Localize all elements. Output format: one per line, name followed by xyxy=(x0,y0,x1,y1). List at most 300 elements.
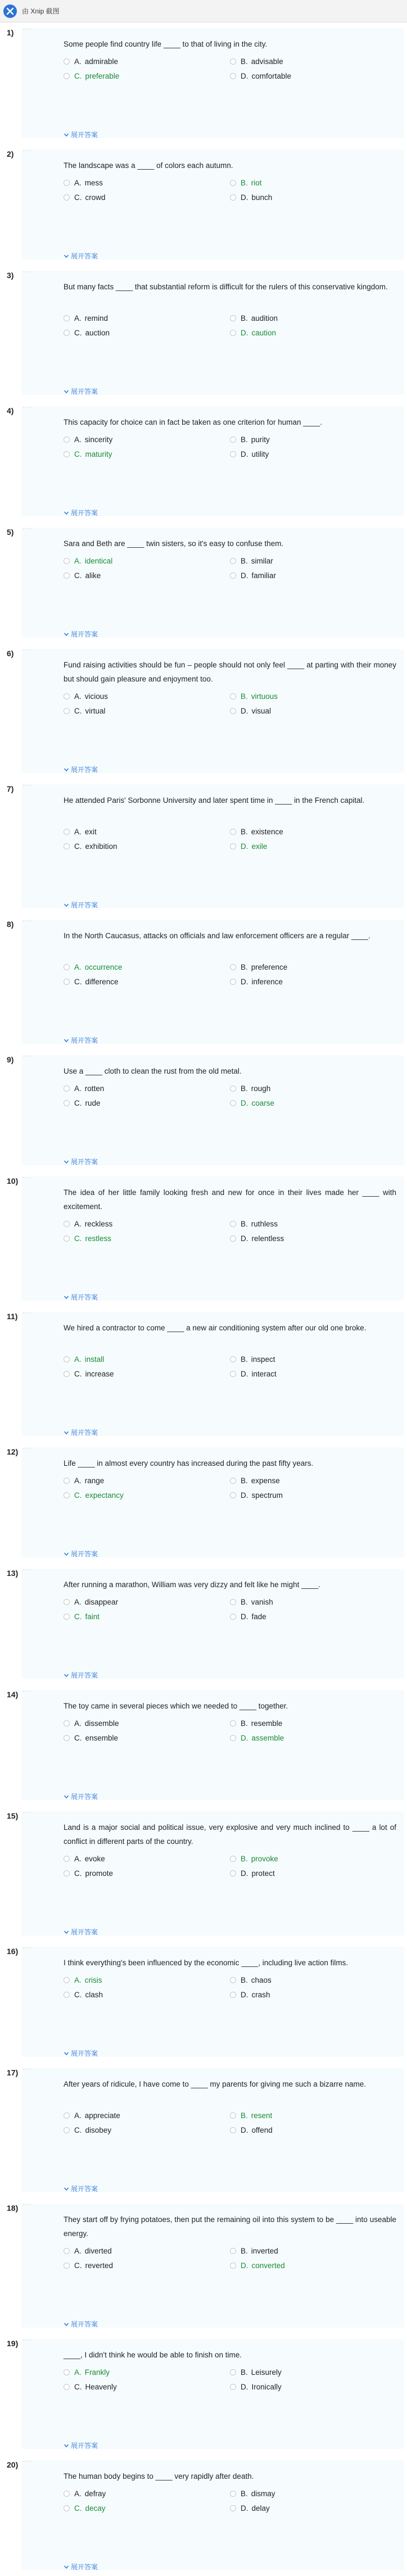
option-c[interactable] xyxy=(64,2504,230,2513)
radio-button[interactable] xyxy=(230,437,236,443)
option-letter: C. xyxy=(74,1491,82,1500)
option-a[interactable] xyxy=(64,57,230,66)
option-label: familiar xyxy=(251,571,277,580)
option-label: inference xyxy=(251,977,283,986)
option-label: preference xyxy=(251,962,288,971)
radio-button[interactable] xyxy=(230,829,236,835)
option-label: resemble xyxy=(251,1719,283,1728)
radio-button[interactable] xyxy=(230,558,236,564)
option-d[interactable] xyxy=(230,193,396,202)
option-label: audition xyxy=(251,314,278,322)
radio-button[interactable] xyxy=(230,330,236,336)
option-label: vicious xyxy=(84,692,108,701)
option-d[interactable] xyxy=(230,72,396,80)
question-card xyxy=(0,22,407,144)
option-label: alike xyxy=(85,571,101,580)
radio-button[interactable] xyxy=(230,1992,236,1998)
option-c[interactable] xyxy=(64,1869,230,1878)
radio-button[interactable] xyxy=(64,2248,70,2254)
radio-button[interactable] xyxy=(230,979,236,985)
question-text: The idea of her little family looking fresh and new for once in their lives made her ____ with excitement. xyxy=(64,1188,396,1211)
expand-answer-label: 展开答案 xyxy=(71,2442,98,2450)
expand-answer-link[interactable] xyxy=(64,765,98,774)
options-group xyxy=(64,553,396,583)
option-a[interactable] xyxy=(64,1476,230,1485)
option-letter: D. xyxy=(241,449,248,458)
options-row xyxy=(64,1730,396,1745)
radio-button[interactable] xyxy=(64,437,70,443)
radio-button[interactable] xyxy=(230,1356,236,1362)
radio-button[interactable] xyxy=(64,979,70,985)
radio-button[interactable] xyxy=(230,2491,236,2497)
question-number: 1) xyxy=(7,28,14,37)
radio-button[interactable] xyxy=(230,693,236,699)
option-b[interactable] xyxy=(230,2368,396,2377)
options-group xyxy=(64,1594,396,1624)
options-group xyxy=(64,1716,396,1745)
option-label: purity xyxy=(251,435,270,444)
option-a[interactable] xyxy=(64,435,230,444)
radio-button[interactable] xyxy=(64,2127,70,2133)
question-card xyxy=(0,2062,407,2198)
radio-button[interactable] xyxy=(64,1371,70,1377)
option-c[interactable] xyxy=(64,1991,230,1999)
option-b[interactable] xyxy=(230,2247,396,2255)
option-c[interactable] xyxy=(64,2383,230,2391)
radio-button[interactable] xyxy=(230,2127,236,2133)
option-label: reverted xyxy=(85,2261,114,2270)
radio-button[interactable] xyxy=(230,1221,236,1227)
question-number: 4) xyxy=(7,406,14,415)
question-card xyxy=(0,1306,407,1442)
radio-button[interactable] xyxy=(64,558,70,564)
option-a[interactable] xyxy=(64,557,230,565)
options-row xyxy=(64,1366,396,1381)
radio-button[interactable] xyxy=(64,73,70,79)
option-d[interactable] xyxy=(230,1234,396,1243)
option-label: provoke xyxy=(251,1854,278,1863)
option-label: maturity xyxy=(85,449,112,458)
expand-answer-link[interactable] xyxy=(64,2048,98,2058)
option-label: ruthless xyxy=(251,1219,278,1228)
radio-button[interactable] xyxy=(230,2369,236,2375)
option-a[interactable] xyxy=(64,692,230,701)
option-letter: D. xyxy=(241,571,248,580)
options-row xyxy=(64,311,396,325)
expand-answer-link[interactable] xyxy=(64,1792,98,1801)
expand-answer-link[interactable] xyxy=(64,1292,98,1302)
option-b[interactable] xyxy=(230,1476,396,1485)
options-row xyxy=(64,2108,396,2123)
option-c[interactable] xyxy=(64,193,230,202)
radio-button[interactable] xyxy=(230,73,236,79)
radio-button[interactable] xyxy=(64,2369,70,2375)
radio-button[interactable] xyxy=(230,194,236,201)
expand-answer-label: 展开答案 xyxy=(71,2320,98,2328)
radio-button[interactable] xyxy=(230,843,236,849)
option-letter: C. xyxy=(74,2504,82,2513)
option-label: promote xyxy=(85,1869,114,1878)
expand-answer-link[interactable] xyxy=(64,2441,98,2450)
option-b[interactable] xyxy=(230,1220,396,1228)
option-a[interactable] xyxy=(64,2247,230,2255)
radio-button[interactable] xyxy=(230,2248,236,2254)
radio-button[interactable] xyxy=(64,330,70,336)
question-number: 19) xyxy=(7,2339,19,2348)
option-b[interactable] xyxy=(230,2111,396,2120)
option-d[interactable] xyxy=(230,2383,396,2391)
option-a[interactable] xyxy=(64,2489,230,2498)
option-d[interactable] xyxy=(230,1869,396,1878)
question-text: I think everything's been influenced by the economic ____, including live action films. xyxy=(64,1959,349,1967)
radio-button[interactable] xyxy=(230,2505,236,2511)
question-dots: ···· xyxy=(22,2458,33,2465)
question-number: 9) xyxy=(7,1055,14,1064)
options-group xyxy=(64,54,396,83)
option-d[interactable] xyxy=(230,1491,396,1500)
chevron-down-icon xyxy=(64,902,69,908)
option-a[interactable] xyxy=(64,2368,230,2377)
options-row xyxy=(64,432,396,447)
radio-button[interactable] xyxy=(230,1870,236,1877)
option-b[interactable] xyxy=(230,2489,396,2498)
option-a[interactable] xyxy=(64,1719,230,1728)
question-text: He attended Paris' Sorbonne University and later spent time in ____ in the French capital. xyxy=(64,796,365,805)
chevron-down-icon xyxy=(64,1794,69,1800)
option-b[interactable] xyxy=(230,1084,396,1093)
option-c[interactable] xyxy=(64,2261,230,2270)
expand-answer-link[interactable] xyxy=(64,1428,98,1437)
radio-button[interactable] xyxy=(230,1371,236,1377)
option-letter: C. xyxy=(74,193,82,202)
option-d[interactable] xyxy=(230,329,396,337)
option-b[interactable] xyxy=(230,1719,396,1728)
option-d[interactable] xyxy=(230,1991,396,1999)
option-b[interactable] xyxy=(230,179,396,187)
option-label: spectrum xyxy=(251,1491,283,1500)
option-label: mess xyxy=(84,178,103,187)
radio-button[interactable] xyxy=(230,1235,236,1242)
option-a[interactable] xyxy=(64,1084,230,1093)
expand-answer-link[interactable] xyxy=(64,2319,98,2329)
options-row xyxy=(64,2486,396,2501)
option-letter: B. xyxy=(241,178,248,187)
option-b[interactable] xyxy=(230,828,396,836)
radio-button[interactable] xyxy=(64,2491,70,2497)
radio-button[interactable] xyxy=(64,693,70,699)
question-number: 13) xyxy=(7,1569,19,1578)
expand-answer-link[interactable] xyxy=(64,1670,98,1680)
radio-button[interactable] xyxy=(64,1356,70,1362)
radio-button[interactable] xyxy=(230,1085,236,1092)
radio-button[interactable] xyxy=(230,1977,236,1983)
option-c[interactable] xyxy=(64,1234,230,1243)
option-label: sincerity xyxy=(84,435,113,444)
radio-button[interactable] xyxy=(64,573,70,579)
radio-button[interactable] xyxy=(230,2384,236,2390)
option-letter: A. xyxy=(74,1355,82,1364)
option-c[interactable] xyxy=(64,72,230,80)
expand-answer-link[interactable] xyxy=(64,2184,98,2193)
radio-button[interactable] xyxy=(230,1100,236,1106)
radio-button[interactable] xyxy=(230,315,236,321)
option-b[interactable] xyxy=(230,557,396,565)
radio-button[interactable] xyxy=(64,1085,70,1092)
expand-answer-link[interactable] xyxy=(64,251,98,261)
option-d[interactable] xyxy=(230,450,396,458)
option-a[interactable] xyxy=(64,1220,230,1228)
option-letter: C. xyxy=(74,706,82,715)
radio-button[interactable] xyxy=(230,1720,236,1727)
expand-answer-link[interactable] xyxy=(64,1927,98,1937)
options-row xyxy=(64,2258,396,2273)
option-label: assemble xyxy=(251,1733,284,1742)
question-card xyxy=(0,401,407,522)
option-label: inverted xyxy=(251,2246,278,2255)
radio-button[interactable] xyxy=(64,829,70,835)
radio-button[interactable] xyxy=(64,1735,70,1741)
options-row xyxy=(64,1096,396,1110)
radio-button[interactable] xyxy=(64,1977,70,1983)
options-row xyxy=(64,839,396,853)
option-d[interactable] xyxy=(230,1612,396,1621)
option-a[interactable] xyxy=(64,314,230,322)
option-letter: B. xyxy=(241,2489,248,2498)
radio-button[interactable] xyxy=(230,573,236,579)
option-d[interactable] xyxy=(230,1099,396,1107)
option-letter: D. xyxy=(241,1098,248,1107)
question-dots: ···· xyxy=(22,2337,33,2343)
option-d[interactable] xyxy=(230,2126,396,2134)
radio-button[interactable] xyxy=(230,1492,236,1498)
option-a[interactable] xyxy=(64,963,230,971)
radio-button[interactable] xyxy=(64,2262,70,2269)
radio-button[interactable] xyxy=(230,1856,236,1862)
option-b[interactable] xyxy=(230,1976,396,1984)
option-c[interactable] xyxy=(64,1491,230,1500)
radio-button[interactable] xyxy=(230,1614,236,1620)
question-panel xyxy=(21,1811,404,1936)
option-d[interactable] xyxy=(230,707,396,715)
options-group xyxy=(64,1216,396,1246)
option-c[interactable] xyxy=(64,2126,230,2134)
question-text: They start off by frying potatoes, then put the remaining oil into this system to be ____ into useable energy. xyxy=(64,2215,396,2238)
option-letter: D. xyxy=(241,2261,248,2270)
options-row xyxy=(64,1973,396,1987)
option-c[interactable] xyxy=(64,1099,230,1107)
option-letter: B. xyxy=(241,1719,248,1728)
options-row xyxy=(64,1231,396,1246)
option-label: bunch xyxy=(251,193,273,202)
expand-answer-link[interactable] xyxy=(64,1157,98,1166)
question-dots: ···· xyxy=(22,647,33,653)
radio-button[interactable] xyxy=(64,1992,70,1998)
radio-button[interactable] xyxy=(64,1235,70,1242)
question-panel xyxy=(21,2460,404,2570)
radio-button[interactable] xyxy=(64,1100,70,1106)
radio-button[interactable] xyxy=(64,843,70,849)
radio-button[interactable] xyxy=(230,1599,236,1605)
expand-answer-label: 展开答案 xyxy=(71,1671,98,1679)
option-label: restless xyxy=(85,1234,112,1243)
option-d[interactable] xyxy=(230,1734,396,1742)
radio-button[interactable] xyxy=(64,964,70,970)
radio-button[interactable] xyxy=(64,1599,70,1605)
radio-button[interactable] xyxy=(64,58,70,65)
option-a[interactable] xyxy=(64,1976,230,1984)
options-group xyxy=(64,1973,396,2002)
radio-button[interactable] xyxy=(230,2112,236,2119)
radio-button[interactable] xyxy=(64,451,70,457)
option-c[interactable] xyxy=(64,707,230,715)
options-group xyxy=(64,2365,396,2394)
question-dots: ···· xyxy=(22,269,33,275)
radio-button[interactable] xyxy=(64,1492,70,1498)
option-c[interactable] xyxy=(64,450,230,458)
expand-answer-label: 展开答案 xyxy=(71,1037,98,1044)
option-letter: B. xyxy=(241,962,248,971)
question-number: 12) xyxy=(7,1447,19,1456)
radio-button[interactable] xyxy=(230,58,236,65)
option-label: disobey xyxy=(85,2125,112,2134)
option-d[interactable] xyxy=(230,2504,396,2513)
option-letter: A. xyxy=(74,1719,82,1728)
option-a[interactable] xyxy=(64,1855,230,1863)
option-a[interactable] xyxy=(64,1355,230,1364)
option-b[interactable] xyxy=(230,435,396,444)
option-c[interactable] xyxy=(64,842,230,851)
radio-button[interactable] xyxy=(64,194,70,201)
option-c[interactable] xyxy=(64,1370,230,1378)
option-b[interactable] xyxy=(230,963,396,971)
options-row xyxy=(64,325,396,340)
option-label: reckless xyxy=(84,1219,113,1228)
option-b[interactable] xyxy=(230,314,396,322)
radio-button[interactable] xyxy=(230,964,236,970)
radio-button[interactable] xyxy=(64,315,70,321)
option-c[interactable] xyxy=(64,571,230,580)
radio-button[interactable] xyxy=(230,451,236,457)
options-row xyxy=(64,703,396,718)
option-d[interactable] xyxy=(230,1370,396,1378)
option-b[interactable] xyxy=(230,1598,396,1606)
option-label: range xyxy=(84,1476,105,1485)
option-label: admirable xyxy=(84,57,119,66)
option-label: remind xyxy=(84,314,108,322)
expand-answer-link[interactable] xyxy=(64,387,98,396)
expand-answer-link[interactable] xyxy=(64,900,98,910)
option-label: diverted xyxy=(84,2246,112,2255)
radio-button[interactable] xyxy=(64,1614,70,1620)
question-panel xyxy=(21,1447,404,1557)
question-card xyxy=(0,643,407,779)
option-d[interactable] xyxy=(230,978,396,986)
question-number: 11) xyxy=(7,1312,18,1321)
radio-button[interactable] xyxy=(64,2505,70,2511)
options-row xyxy=(64,1473,396,1488)
option-b[interactable] xyxy=(230,57,396,66)
expand-answer-link[interactable] xyxy=(64,1035,98,1045)
options-row xyxy=(64,2243,396,2258)
option-c[interactable] xyxy=(64,329,230,337)
option-label: Frankly xyxy=(84,2368,110,2377)
radio-button[interactable] xyxy=(64,708,70,714)
options-row xyxy=(64,1081,396,1096)
option-c[interactable] xyxy=(64,1734,230,1742)
option-letter: A. xyxy=(74,57,82,66)
radio-button[interactable] xyxy=(230,2262,236,2269)
radio-button[interactable] xyxy=(64,1720,70,1727)
expand-answer-link[interactable] xyxy=(64,2562,98,2572)
option-letter: B. xyxy=(241,1084,248,1093)
question-number: 6) xyxy=(7,649,14,658)
option-label: dismay xyxy=(251,2489,275,2498)
option-c[interactable] xyxy=(64,978,230,986)
question-dots: ···· xyxy=(22,782,33,789)
option-label: utility xyxy=(251,449,269,458)
option-c[interactable] xyxy=(64,1612,230,1621)
question-dots: ···· xyxy=(22,1945,33,1951)
option-d[interactable] xyxy=(230,571,396,580)
option-label: exit xyxy=(84,827,97,836)
option-b[interactable] xyxy=(230,1355,396,1364)
option-a[interactable] xyxy=(64,179,230,187)
options-row xyxy=(64,2365,396,2379)
option-label: Ironically xyxy=(251,2382,282,2391)
option-a[interactable] xyxy=(64,2111,230,2120)
option-label: faint xyxy=(85,1612,100,1621)
option-letter: D. xyxy=(241,1491,248,1500)
options-row xyxy=(64,2379,396,2394)
option-b[interactable] xyxy=(230,1855,396,1863)
expand-answer-link[interactable] xyxy=(64,629,98,639)
question-panel xyxy=(21,1176,404,1301)
radio-button[interactable] xyxy=(230,180,236,186)
radio-button[interactable] xyxy=(64,1221,70,1227)
radio-button[interactable] xyxy=(230,1735,236,1741)
question-text: ____, I didn't think he would be able to finish on time. xyxy=(64,2351,242,2359)
radio-button[interactable] xyxy=(64,1856,70,1862)
radio-button[interactable] xyxy=(64,1478,70,1484)
expand-answer-link[interactable] xyxy=(64,130,98,139)
expand-answer-link[interactable] xyxy=(64,508,98,517)
options-row xyxy=(64,69,396,83)
question-number: 14) xyxy=(7,1690,19,1699)
option-a[interactable] xyxy=(64,1598,230,1606)
option-d[interactable] xyxy=(230,2261,396,2270)
option-letter: C. xyxy=(74,1369,82,1378)
radio-button[interactable] xyxy=(64,2112,70,2119)
option-d[interactable] xyxy=(230,842,396,851)
radio-button[interactable] xyxy=(230,708,236,714)
option-letter: D. xyxy=(241,1369,248,1378)
option-letter: D. xyxy=(241,842,248,851)
option-letter: D. xyxy=(241,2504,248,2513)
option-label: expense xyxy=(251,1476,280,1485)
radio-button[interactable] xyxy=(64,2384,70,2390)
option-b[interactable] xyxy=(230,692,396,701)
radio-button[interactable] xyxy=(64,180,70,186)
question-dots: ···· xyxy=(22,26,33,33)
option-letter: D. xyxy=(241,1869,248,1878)
options-row xyxy=(64,824,396,839)
option-a[interactable] xyxy=(64,828,230,836)
expand-answer-label: 展开答案 xyxy=(71,388,98,396)
expand-answer-link[interactable] xyxy=(64,1549,98,1559)
question-text: The toy came in several pieces which we needed to ____ together. xyxy=(64,1702,288,1710)
radio-button[interactable] xyxy=(230,1478,236,1484)
radio-button[interactable] xyxy=(64,1870,70,1877)
